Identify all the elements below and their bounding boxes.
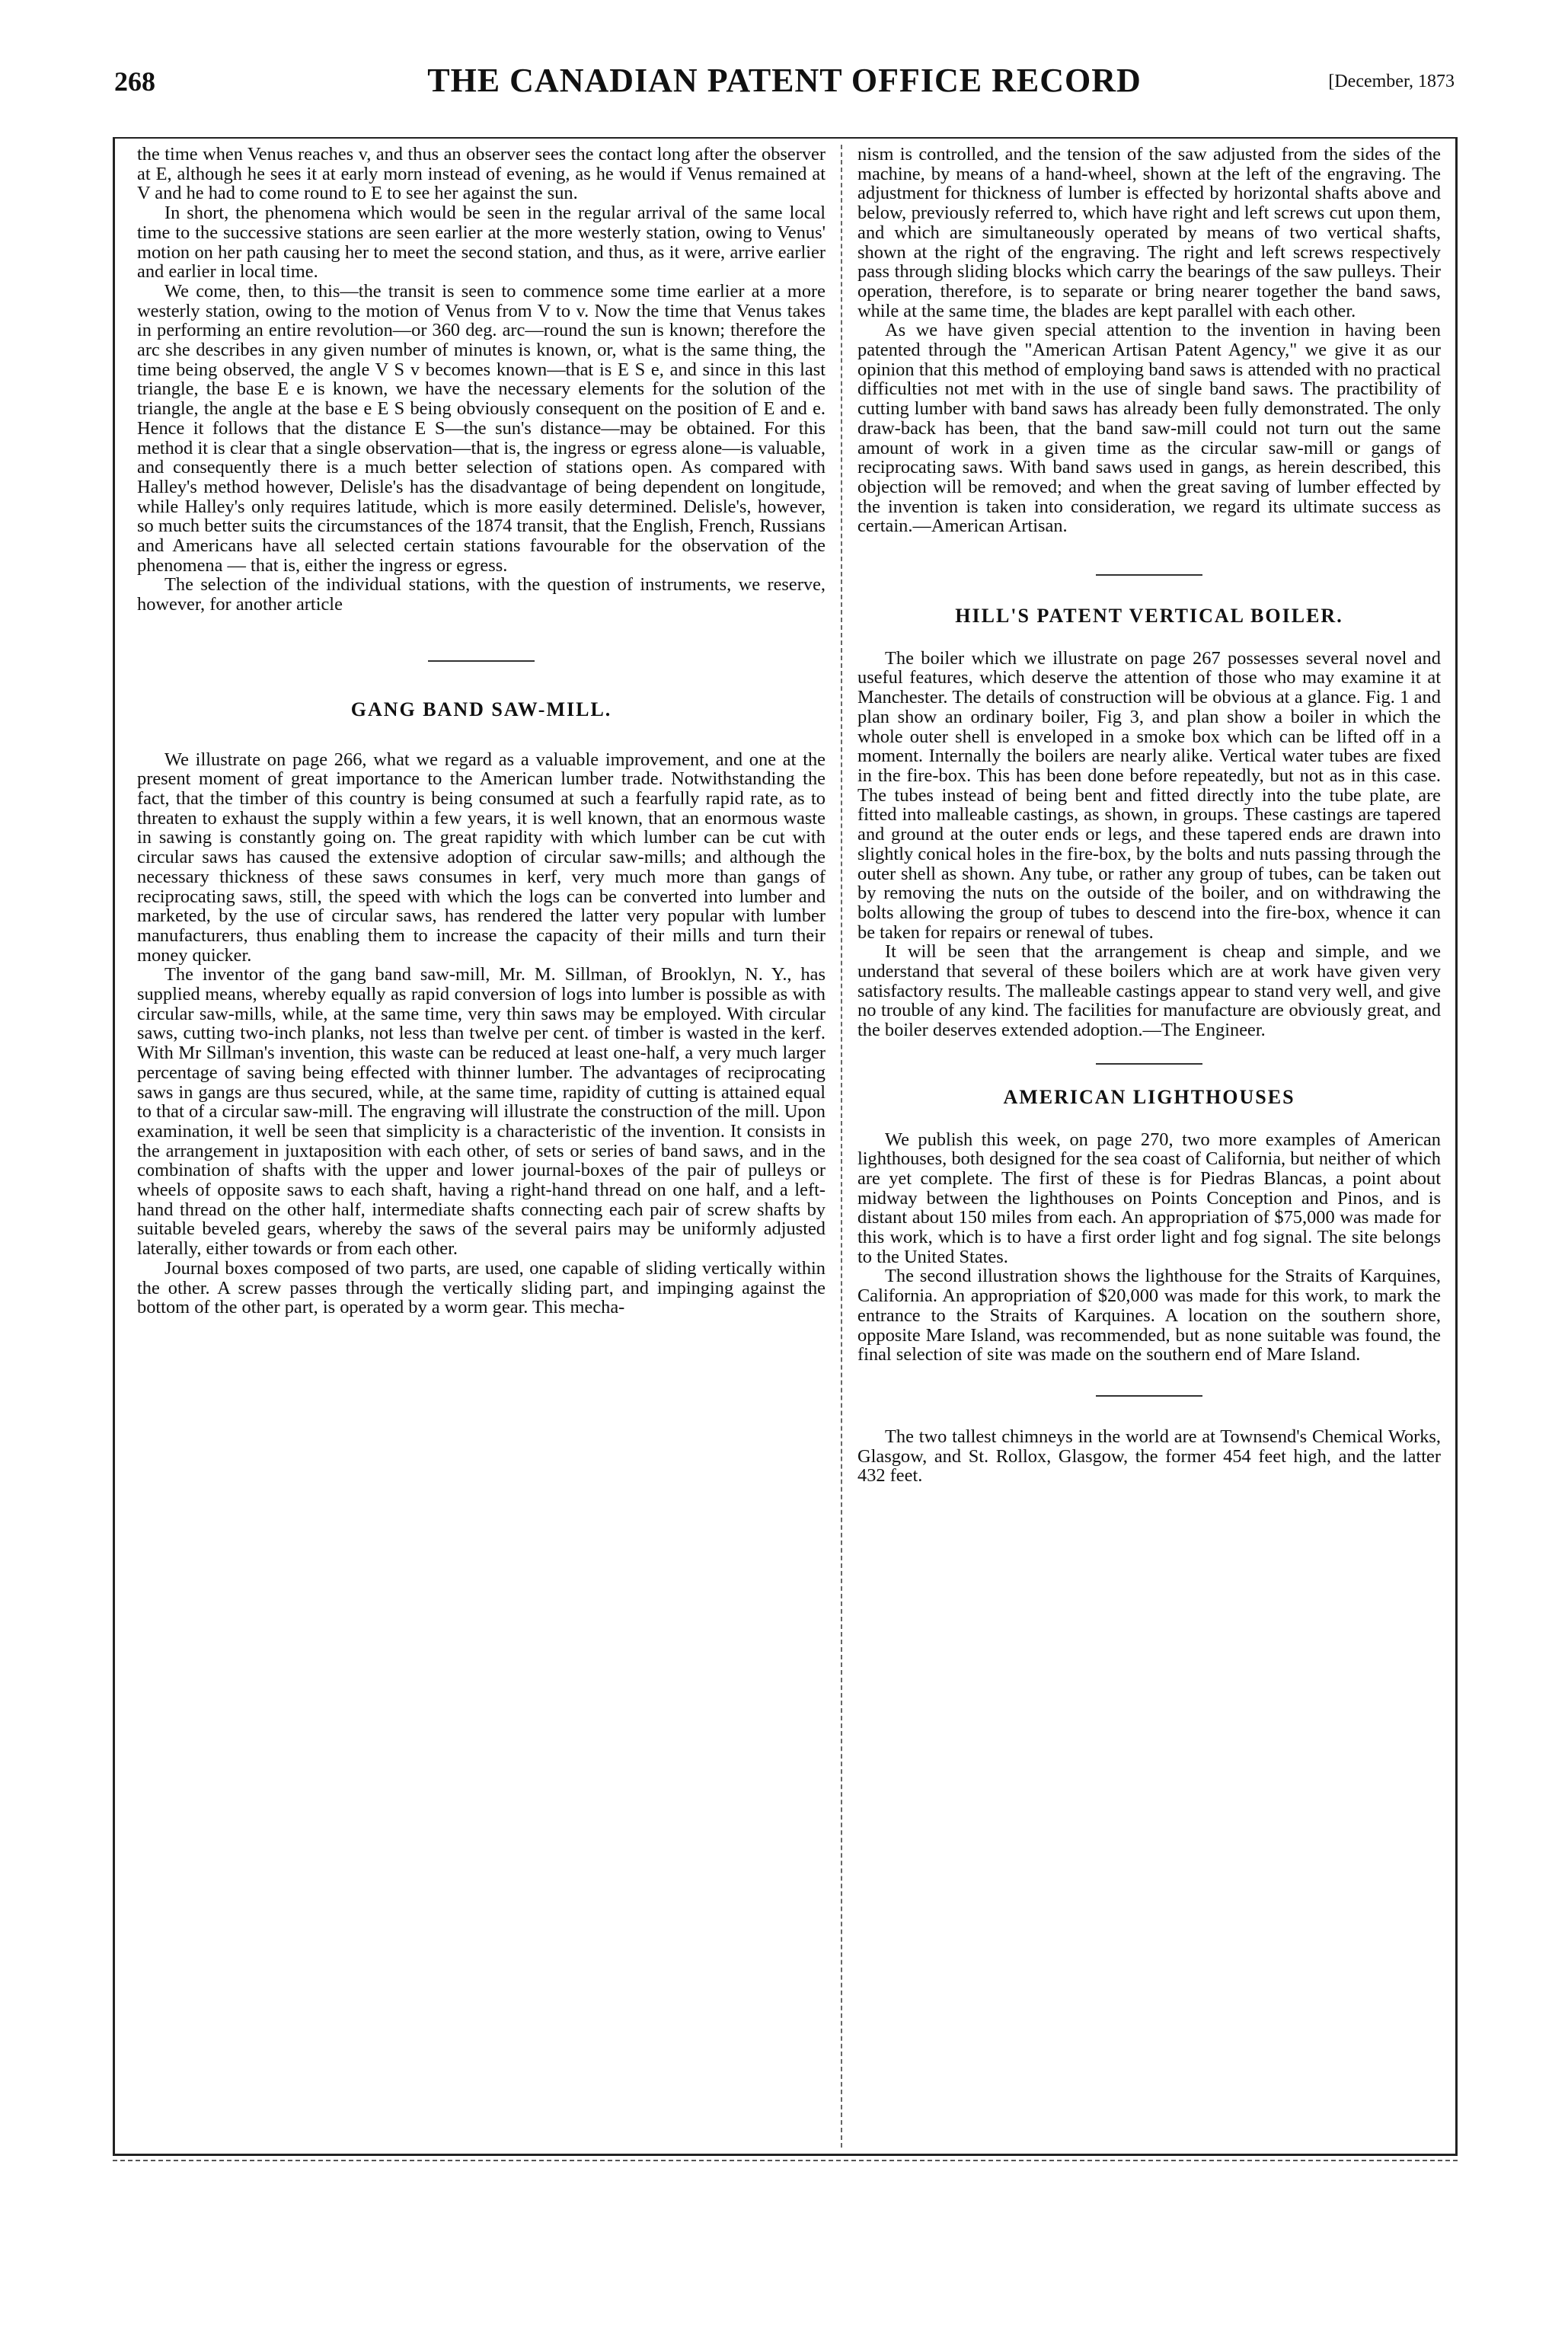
page-header xyxy=(114,61,1455,107)
column-divider xyxy=(841,145,842,2148)
page-number: 268 xyxy=(114,66,155,97)
chimney-paragraph: The two tallest chimneys in the world are at Townsend's Chemical Works, Glasgow, and St. Rollox, Glasgow, the former 454 feet high, and the latter 432 feet. xyxy=(857,1426,1441,1487)
lighthouse-paragraph: We publish this week, on page 270, two more examples of American lighthouses, both designed for the sea coast of California, but neither of which are yet complete. The first of these is for Piedras Blancas, a point about midway between the lighthouses on Points Conception and Pinos, and is distant about 150 miles from each. An appropriation of $75,000 was made for this work, which is to have a first order light and fog signal. The site belongs to the United States. xyxy=(857,1129,1441,1267)
issue-date: [December, 1873 xyxy=(1328,72,1455,91)
transit-paragraph: In short, the phenomena which would be seen in the regular arrival of the same local time to the successive stations are seen earlier at the more westerly station, owing to Venus' motion on her path causing her to meet the second station, and thus, as it were, arrive earlier and earlier in local time. xyxy=(137,203,826,283)
transit-paragraph: We come, then, to this—the transit is seen to commence some time earlier at a more westerly station, owing to the motion of Venus from V to v. Now the time that Venus takes in performing an entire revolution—or 360 deg. arc—round the sun is known; therefore the arc she describes in any given number of minutes is known, or, what is the same thing, the time being observed, the angle V S v becomes known—that is E S e, and since in this last triangle, the base E e is known, we have the necessary elements for the solution of the triangle, the angle at the base e E S being obviously consequent on the position of E and e. Hence it follows that the distance E S—the sun's distance—may be obtained. For this method it is clear that a single observation—that is, the ingress or egress alone—is valuable, and consequently there is a much better selection of stations open. As compared with Halley's method however, Delisle's has the disadvantage of being dependent on longitude, while Halley's only requires latitude, which is more easily determined. Delisle's, however, so much better suits the circumstances of the 1874 transit, that the English, French, Russians and Americans have all selected certain stations favourable for the observation of the phenomena — that is, either the ingress or egress. xyxy=(137,280,826,576)
page-border-bottom-dashed xyxy=(113,2160,1458,2161)
boiler-paragraph: The boiler which we illustrate on page 267 possesses several novel and useful features, which deserve the attention of those who may examine it at Manchester. The details of construction will be obvious at a glance. Fig. 1 and plan show an ordinary boiler, Fig 3, and plan show a boiler in which the whole outer shell is enveloped in a smoke box which can be lifted off in a moment. Internally the boilers are nearly alike. Vertical water tubes are fixed in the fire-box. This has been done before repeatedly, but not as in this case. The tubes instead of being bent and fitted directly into the tube plate, are fitted into malleable castings, as shown, in groups. These castings are tapered and ground at the outer ends or legs, and these tapered ends are drawn into slightly conical holes in the fire-box, by the bolts and nuts passing through the outer shell as shown. Any tube, or rather any group of tubes, can be taken out by removing the nuts on the outside of the boiler, and on withdrawing the bolts allowing the group of tubes to descend into the fire-box, whence it can be taken for repairs or renewal of tubes. xyxy=(857,647,1441,943)
sawmill-paragraph: The inventor of the gang band saw-mill, Mr. M. Sillman, of Brooklyn, N. Y., has supplied means, whereby equally as rapid conversion of logs into lumber is possible as with circular saw-mills, while, at the same time, very thin saws may be employed. With circular saws, cutting two-inch planks, not less than twelve per cent. of timber is wasted in the kerf. With Mr Sillman's invention, this waste can be reduced at least one-half, a very much larger percentage of saving being effected with thinner lumber. The advantages of reciprocating saws in gangs are thus secured, while, at the same time, rapidity of cutting is attained equal to that of a circular saw-mill. The engraving will illustrate the construction of the mill. Upon examination, it well be seen that simplicity is a characteristic of the invention. It consists in the arrangement in juxtaposition with each other, of sets or series of band saws, and in the combination of shafts with the upper and lower journal-boxes of the pair of pulleys or wheels of opposite saws to each shaft, having a right-hand thread on one half, and a left-hand thread on the other half, intermediate shafts connecting each pair of screw shafts by suitable beveled gears, whereby the saws of the several pairs may be uniformly adjusted laterally, either towards or from each other. xyxy=(137,964,826,1260)
right-column xyxy=(857,145,1441,2148)
lighthouse-paragraph: The second illustration shows the lighthouse for the Straits of Karquines, California. An appropriation of $20,000 was made for this work, to mark the entrance to the Straits of Karquines. A location on the southern shore, opposite Mare Island, was recommended, but as none suitable was found, the final selection of site was made on the southern end of Mare Island. xyxy=(857,1266,1441,1365)
left-column xyxy=(137,145,826,2148)
journal-title: THE CANADIAN PATENT OFFICE RECORD xyxy=(427,62,1142,99)
transit-paragraph: the time when Venus reaches v, and thus an observer sees the contact long after the observer at E, although he sees it at early morn instead of evening, as he would if Venus remained at V and he had to come round to E to see her against the sun. xyxy=(137,144,826,204)
sawmill-paragraph: Journal boxes composed of two parts, are used, one capable of sliding vertically within the other. A screw passes through the vertically sliding part, and impinging against the bottom of the other part, is operated by a worm gear. This mecha- xyxy=(137,1257,826,1318)
page-border-bottom xyxy=(113,2154,1458,2156)
sawmill-continued-paragraph: As we have given special attention to the invention in having been patented through the "American Artisan Patent Agency," we give it as our opinion that this method of employing band saws is attended with no practical difficulties not met with in the use of single band saws. The practibility of cutting lumber with band saws has already been fully demonstrated. The only draw-back has been, that the band saw-mill could not turn out the same amount of work in a given time as the circular saw-mill or gangs of reciprocating saws. With band saws used in gangs, as herein described, this objection will be removed; and when the great saving of lumber effected by the invention is taken into consideration, we regard its ultimate success as certain.—American Artisan. xyxy=(857,320,1441,537)
sawmill-heading: GANG BAND SAW-MILL. xyxy=(350,698,612,720)
transit-paragraph: The selection of the individual stations, with the question of instruments, we reserve, however, for another article xyxy=(137,574,826,615)
boiler-heading: HILL'S PATENT VERTICAL BOILER. xyxy=(955,605,1343,628)
sawmill-continued-paragraph: nism is controlled, and the tension of the saw adjusted from the sides of the machine, by means of a hand-wheel, shown at the left of the engraving. The adjustment for thickness of lumber is effected by horizontal shafts above and below, previously referred to, which have right and left screws cut upon them, and which are simultaneously operated by means of two vertical shafts, shown at the right of the engraving. The right and left screws respectively pass through sliding blocks which carry the bearings of the saw pulleys. Their operation, therefore, is to separate or bring nearer together the band saws, while at the same time, the blades are kept parallel with each other. xyxy=(857,144,1441,321)
lighthouse-heading: AMERICAN LIGHTHOUSES xyxy=(1003,1085,1295,1108)
boiler-paragraph: It will be seen that the arrangement is cheap and simple, and we understand that several of these boilers which are at work have given very satisfactory results. The malleable castings appear to stand very well, and give no trouble of any kind. The facilities for manufacture are obviously great, and the boiler deserves extended adoption.—The Engineer. xyxy=(857,941,1441,1041)
sawmill-paragraph: We illustrate on page 266, what we regard as a valuable improvement, and one at the present moment of great importance to the American lumber trade. Notwithstanding the fact, that the timber of this country is being consumed at such a fearfully rapid rate, as to threaten to exhaust the supply within a few years, it is well known, that an enormous waste in sawing is constantly going on. The great rapidity with which lumber can be cut with circular saws has caused the extensive adoption of circular saw-mills; and although the necessary thickness of these saws consumes in kerf, very much more than gangs of reciprocating saws, still, the speed with which the logs can be converted into lumber and marketed, by the use of circular saws, has rendered the latter very popular with lumber manufacturers, thus enabling them to increase the capacity of their mills and turn their money quicker. xyxy=(137,749,826,966)
